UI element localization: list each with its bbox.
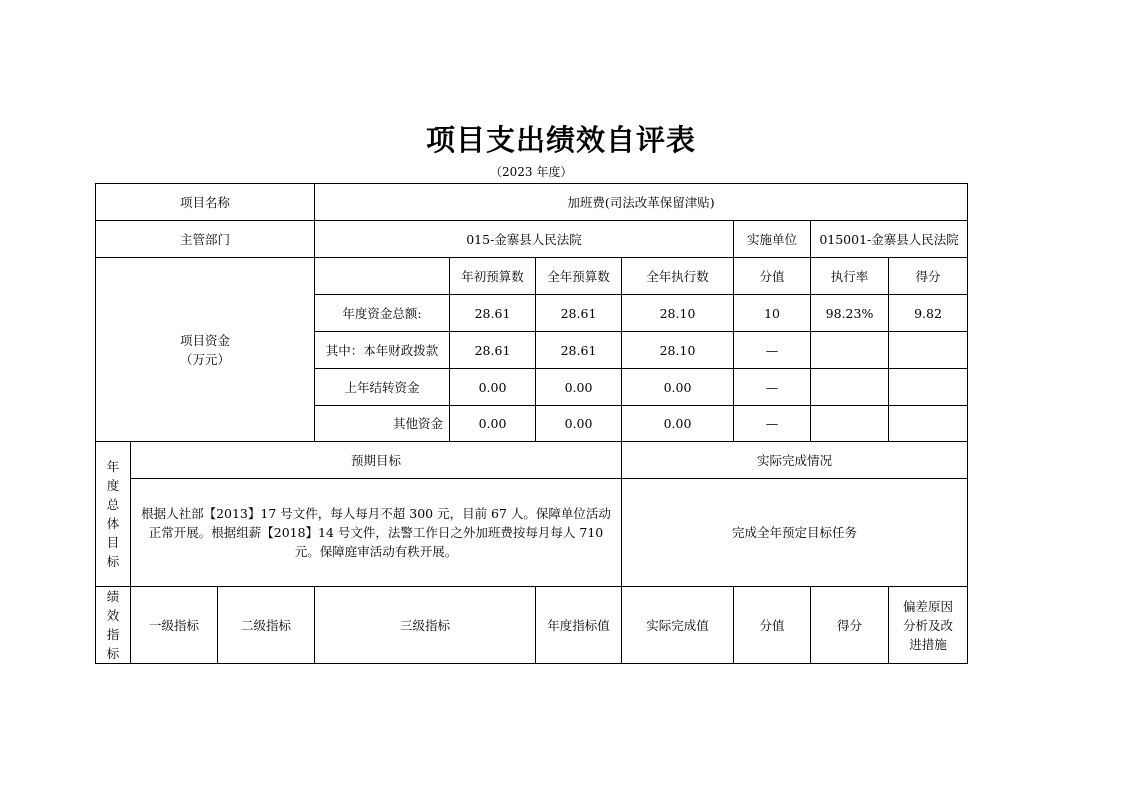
funds-header-cell: 分值 [734,258,811,295]
indicator-header-deviation [889,587,968,664]
funds-cell: 9.82 [889,295,968,332]
funds-cell: 0.00 [622,406,734,442]
side-char: 年 [106,459,120,474]
expected-goal-header: 预期目标 [131,442,622,479]
goals-header-row [96,442,968,479]
funds-cell [811,369,889,406]
side-char: 标 [106,554,120,569]
project-funds-label [96,258,315,442]
funds-header-cell: 执行率 [811,258,889,295]
funds-cell [889,332,968,369]
expected-goal-line: 正常开展。根据组薪【2018】14 号文件，法警工作日之外加班费按每月每人 710 [148,525,604,540]
indicator-header-score: 得分 [811,587,889,664]
project-funds-label-line1: 项目资金 [180,332,231,348]
actual-completion-text: 完成全年预定目标任务 [622,479,968,587]
funds-row-label: 上年结转资金 [315,369,450,406]
funds-cell: — [734,406,811,442]
expected-goal-line: 根据人社部【2013】17 号文件，每人每月不超 300 元，目前 67 人。保障单位活动 [141,506,611,521]
side-char: 目 [106,535,120,550]
funds-cell: 28.10 [622,295,734,332]
funds-cell: 0.00 [450,406,536,442]
funds-row-label: 其中：本年财政拨款 [315,332,450,369]
department-value: 015-金寨县人民法院 [315,221,734,258]
funds-cell: 98.23% [811,295,889,332]
funds-header-cell: 得分 [889,258,968,295]
funds-header-cell: 全年预算数 [536,258,622,295]
funds-cell: 28.61 [536,332,622,369]
funds-cell: 28.10 [622,332,734,369]
funds-row-label: 其他资金 [315,406,450,442]
side-char: 度 [106,478,120,493]
implementing-unit-value: 015001-金寨县人民法院 [811,221,968,258]
project-funds-label-line2: （万元） [180,351,231,367]
funds-header-blank [315,258,450,295]
funds-cell [811,406,889,442]
funds-cell [811,332,889,369]
deviation-line: 偏差原因 [903,598,954,614]
indicator-header-actual-value: 实际完成值 [622,587,734,664]
funds-cell: 10 [734,295,811,332]
funds-cell [889,369,968,406]
side-char: 指 [106,627,120,642]
deviation-line: 分析及改 [903,617,954,633]
department-label: 主管部门 [96,221,315,258]
implementing-unit-label: 实施单位 [734,221,811,258]
funds-header-row [96,258,968,295]
project-name-row [96,184,968,221]
page-title: 项目支出绩效自评表 [425,123,696,157]
funds-cell: 0.00 [622,369,734,406]
funds-header-cell: 年初预算数 [450,258,536,295]
department-row [96,221,968,258]
funds-cell: 0.00 [450,369,536,406]
project-name-label: 项目名称 [96,184,315,221]
funds-header-cell: 全年执行数 [622,258,734,295]
side-char: 效 [106,608,120,623]
funds-row-label: 年度资金总额: [315,295,450,332]
indicators-header-row [96,587,968,664]
expected-goal-text [131,479,622,587]
side-char: 标 [106,646,120,661]
funds-cell: 0.00 [536,369,622,406]
side-char: 体 [106,516,120,531]
expected-goal-line: 元。保障庭审活动有秩开展。 [294,544,458,559]
funds-cell: 28.61 [450,332,536,369]
funds-cell: 0.00 [536,406,622,442]
report-year: （2023 年度） [490,165,573,179]
indicator-header-level1: 一级指标 [131,587,218,664]
side-char: 总 [106,497,120,512]
annual-goals-side-label [96,442,131,587]
funds-cell: 28.61 [450,295,536,332]
indicator-header-annual-target: 年度指标值 [536,587,622,664]
goals-content-row [96,479,968,587]
side-char: 绩 [106,589,120,604]
funds-cell: 28.61 [536,295,622,332]
performance-indicators-side-label [96,587,131,664]
indicator-header-level2: 二级指标 [218,587,315,664]
funds-cell [889,406,968,442]
indicator-header-score-value: 分值 [734,587,811,664]
funds-cell: — [734,369,811,406]
actual-completion-header: 实际完成情况 [622,442,968,479]
indicator-header-level3: 三级指标 [315,587,536,664]
deviation-line: 进措施 [909,636,947,652]
self-evaluation-table [95,183,968,664]
project-name-value: 加班费(司法改革保留津贴) [315,184,968,221]
funds-cell: — [734,332,811,369]
